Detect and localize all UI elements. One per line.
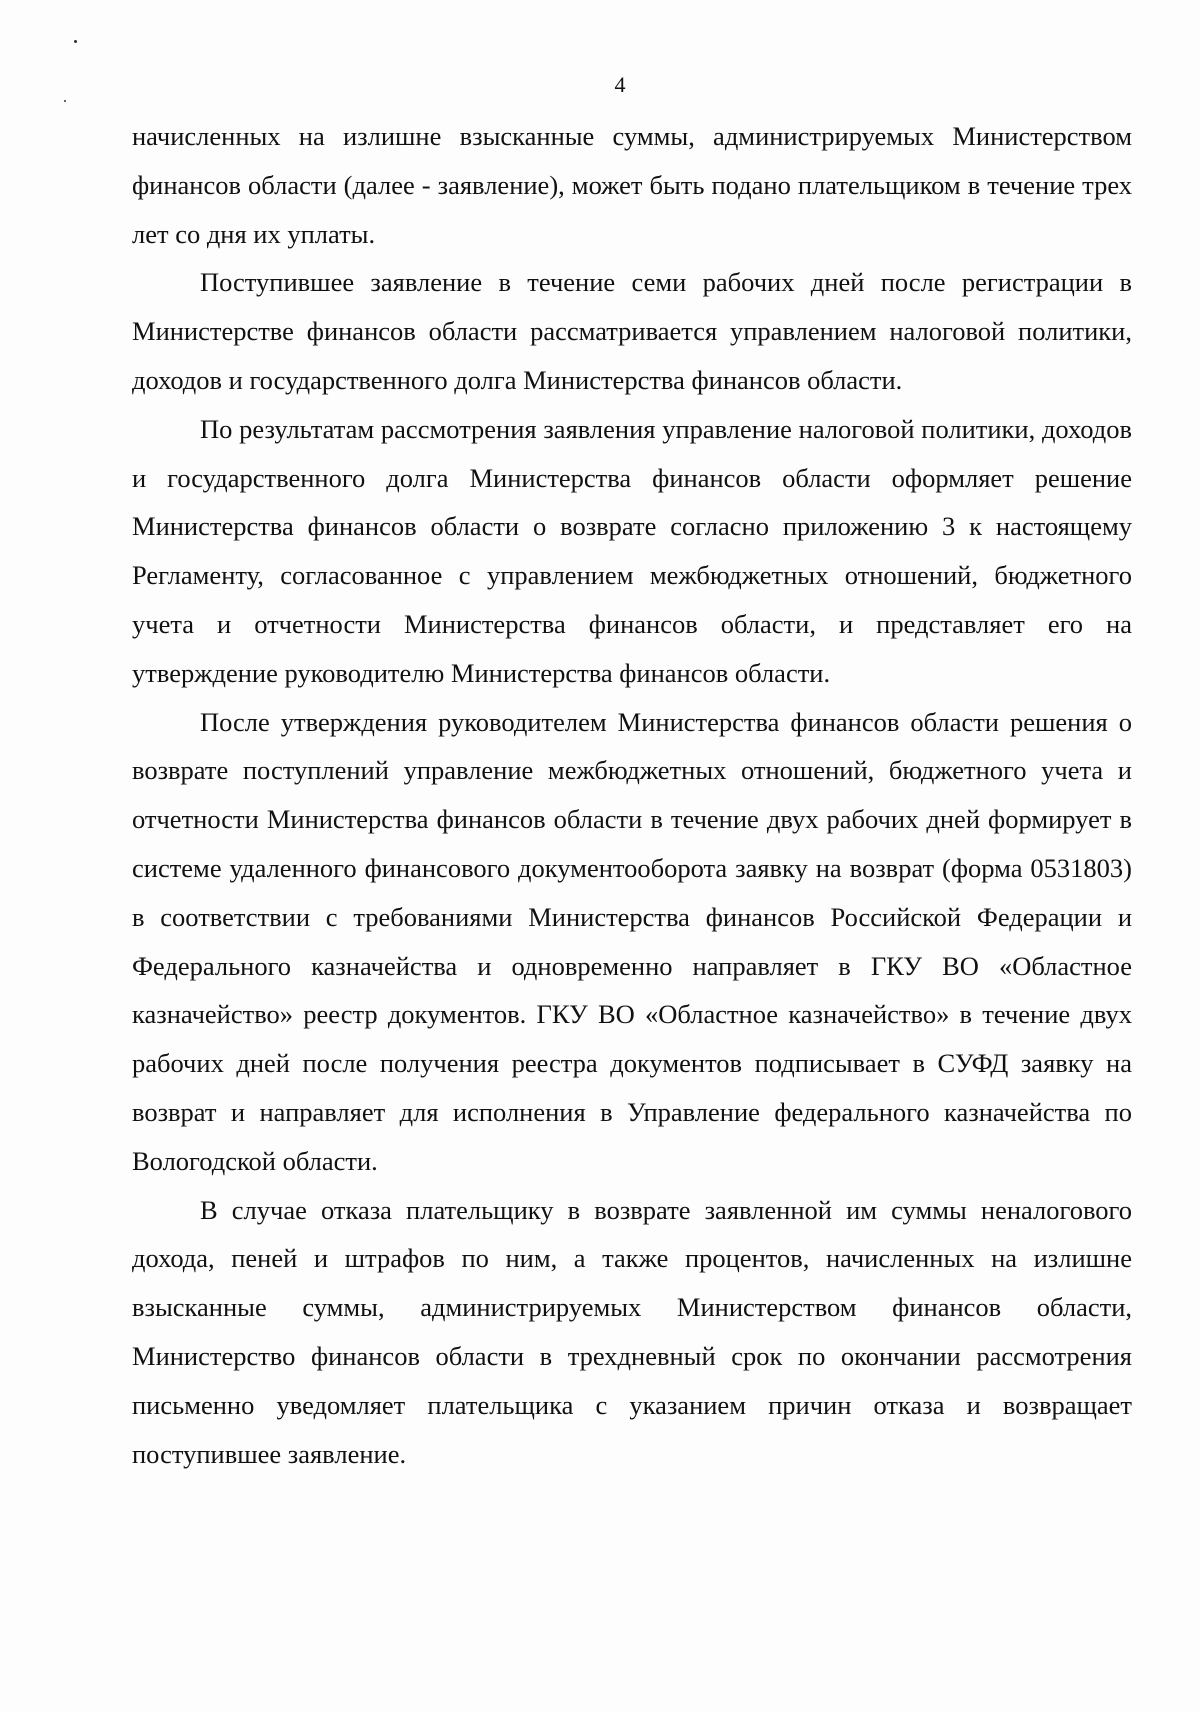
paragraph: После утверждения руководителем Министерства финансов области решения о возврате поступлений управление межбюджетных отношений, бюджетного учета и отчетности Министерства финансов области в течение двух рабочих дней формирует в системе удаленного финансового документооборота заявку на возврат (форма 0531803) в соответствии с требованиями Министерства финансов Российской Федерации и Федерального казначейства и одновременно направляет в ГКУ ВО «Областное казначейство» реестр документов. ГКУ ВО «Областное казначейство» в течение двух рабочих дней после получения реестра документов подписывает в СУФД заявку на возврат и направляет для исполнения в Управление федерального казначейства по Вологодской области. [132,706,1132,1176]
paragraph: начисленных на излишне взысканные суммы, администрируемых Министерством финансов области (далее - заявление), может быть подано плательщиком в течение трех лет со дня их уплаты. [132,121,1132,249]
paragraph: Поступившее заявление в течение семи рабочих дней после регистрации в Министерстве финансов области рассматривается управлением налоговой политики, доходов и государственного долга Министерства финансов области. [132,267,1132,395]
scan-speck [64,100,66,102]
paragraph: В случае отказа плательщику в возврате заявленной им суммы неналогового дохода, пеней и штрафов по ним, а также процентов, начисленных на излишне взысканные суммы, администрируемых Министерством финансов области, Министерство финансов области в трехдневный срок по окончании рассмотрения письменно уведомляет плательщика с указанием причин отказа и возвращает поступившее заявление. [132,1194,1132,1469]
paragraph: По результатам рассмотрения заявления управление налоговой политики, доходов и государственного долга Министерства финансов области оформляет решение Министерства финансов области о возврате согласно приложению 3 к настоящему Регламенту, согласованное с управлением межбюджетных отношений, бюджетного учета и отчетности Министерства финансов области, и представляет его на утверждение руководителю Министерства финансов области. [132,413,1132,688]
page-number: 4 [614,72,626,97]
scan-speck [74,40,77,43]
document-body [132,112,1132,1478]
